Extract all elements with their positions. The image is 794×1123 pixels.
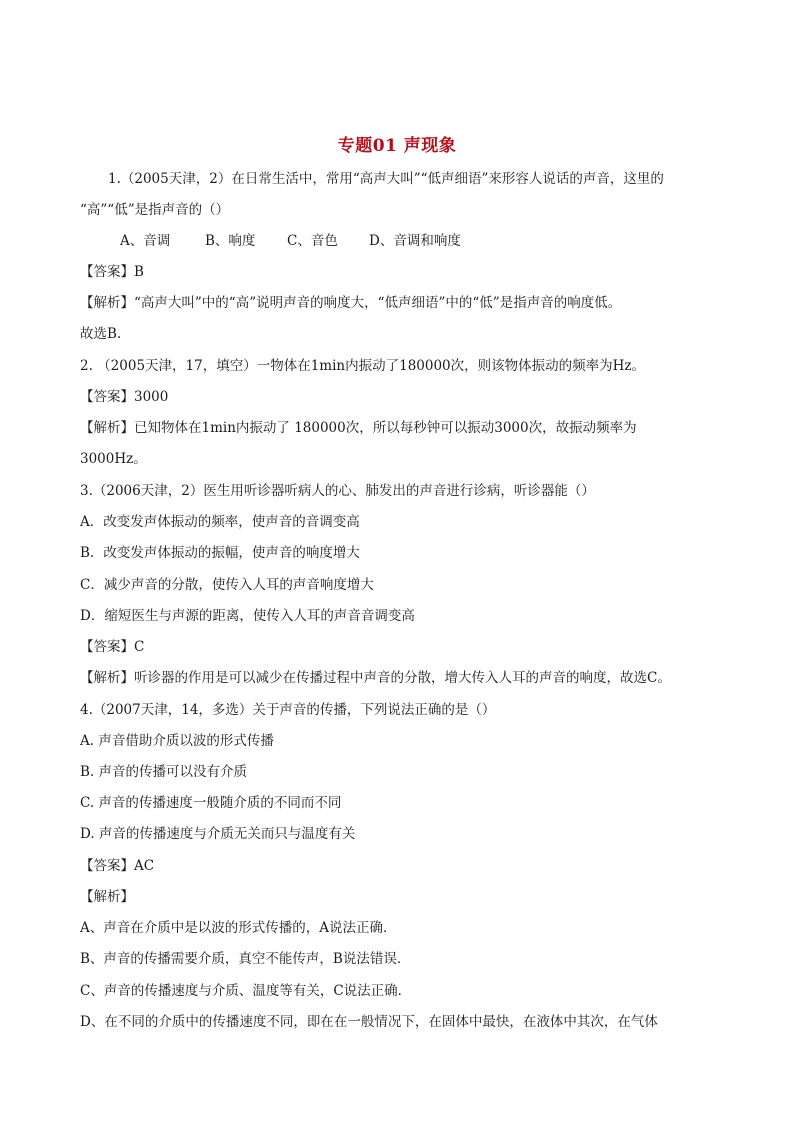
q4-option-c: C. 声音的传播速度一般随介质的不同而不同: [80, 795, 342, 811]
q3-stem: 3.（2006天津，2）医生用听诊器听病人的心、肺发出的声音进行诊病，听诊器能（）: [80, 483, 595, 499]
q1-option-d: D、音调和响度: [369, 233, 461, 249]
q4-option-a: A. 声音借助介质以波的形式传播: [80, 733, 274, 749]
page-title: 专题01 声现象: [337, 136, 457, 156]
q3-answer: 【答案】C: [80, 639, 145, 655]
q3-option-c: C．减少声音的分散，使传入人耳的声音响度增大: [80, 577, 374, 593]
q3-option-d: D．缩短医生与声源的距离，使传入人耳的声音音调变高: [80, 608, 415, 624]
q1-option-b: B、响度: [205, 233, 256, 249]
q4-analysis-b: B、声音的传播需要介质，真空不能传声，B说法错误．: [80, 951, 411, 967]
q3-option-b: B．改变发声体振动的振幅，使声音的响度增大: [80, 545, 360, 561]
q2-stem: 2. （2005天津，17，填空）一物体在1min内振动了180000次，则该物体振动的频率为Hz。: [80, 358, 646, 374]
q4-option-b: B. 声音的传播可以没有介质: [80, 764, 248, 780]
q1-analysis-line1: 【解析】“高声大叫”中的“高”说明声音的响度大，“低声细语”中的“低”是指声音的响度低。: [80, 295, 622, 311]
q1-answer: 【答案】B: [80, 264, 144, 280]
q4-analysis-a: A、声音在介质中是以波的形式传播的，A说法正确．: [80, 920, 397, 936]
q2-analysis-line1: 【解析】已知物体在1min内振动了 180000次，所以每秒钟可以振动3000次，故振动频率为: [80, 420, 637, 436]
q3-option-a: A．改变发声体振动的频率，使声音的音调变高: [80, 514, 360, 530]
q2-analysis-line2: 3000Hz。: [80, 451, 147, 467]
q1-option-a: A、音调: [120, 233, 171, 249]
q3-analysis: 【解析】听诊器的作用是可以减少在传播过程中声音的分散，增大传入人耳的声音的响度，故选C。: [80, 670, 671, 686]
q1-stem-line2: “高”“低”是指声音的（）: [80, 202, 230, 218]
q4-analysis-heading: 【解析】: [80, 889, 134, 905]
q4-analysis-c: C、声音的传播速度与介质、温度等有关，C说法正确．: [80, 983, 412, 999]
q4-stem: 4.（2007天津，14，多选）关于声音的传播，下列说法正确的是（）: [80, 702, 496, 718]
q4-answer: 【答案】AC: [80, 858, 155, 874]
q2-answer: 【答案】3000: [80, 389, 169, 405]
q1-options: [120, 231, 461, 251]
q1-stem-line1: 1.（2005天津，2）在日常生活中，常用“高声大叫”“低声细语”来形容人说话的声音，这里的: [108, 171, 664, 187]
q1-analysis-line2: 故选B.: [80, 326, 122, 342]
q1-option-c: C、音色: [287, 233, 338, 249]
q4-option-d: D. 声音的传播速度与介质无关而只与温度有关: [80, 826, 356, 842]
q4-analysis-d: D、在不同的介质中的传播速度不同，即在在一般情况下，在固体中最快，在液体中其次，在气体: [80, 1014, 658, 1030]
